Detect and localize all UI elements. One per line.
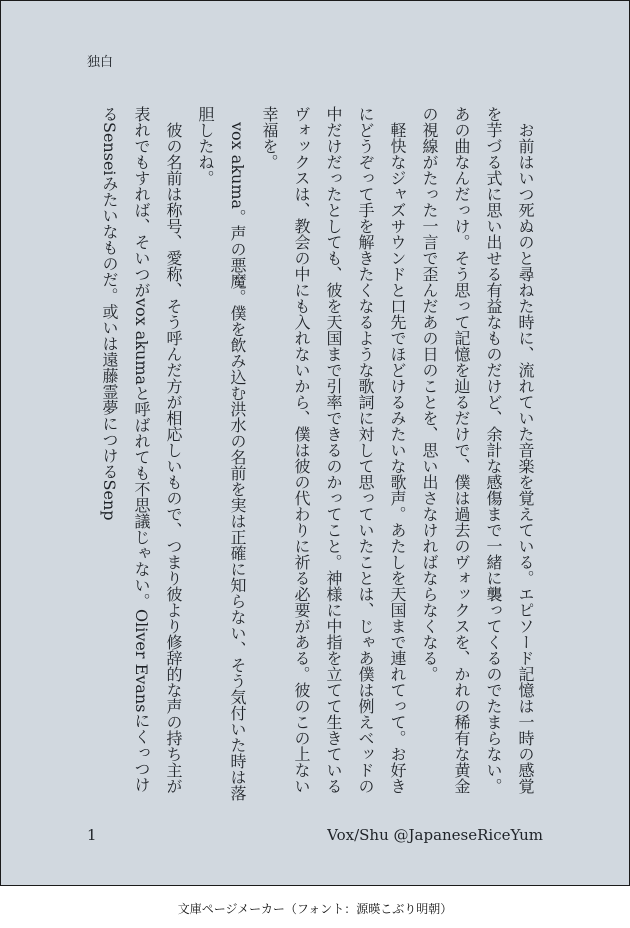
- paragraph: 軽快なジャズサウンドと口先でほどけるみたいな歌声。あたしを天国まで連れてって。お好きにどうぞって手を解きたくなるような歌詞に対して思っていたことは、じゃあ僕は例えベッドの中だけだったとしても、彼を天国まで引率できるのかってこと。神様に中指を立てて生きているヴォックスは、教会の中にも入れないから、僕は彼の代わりに祈る必要がある。彼のこの上ない幸福を。: [260, 106, 407, 794]
- page-title: 独白: [87, 55, 114, 70]
- page-number: 1: [87, 826, 97, 844]
- paragraph: 彼の名前は称号、愛称、そう呼んだ方が相応しいもので、つまり彼より修辞的な声の持ち主が表れでもすれば、そいつがvox akumaと呼ばれても不思議じゃない。Oliver EvansにくっつけるSenseiみたいなものだ。或いは遠藤霊夢につけるSenp: [100, 106, 183, 794]
- author-credit: Vox/Shu @JapaneseRiceYum: [327, 826, 543, 844]
- paragraph: vox akuma。声の悪魔。僕を飲み込む洪水の名前を実は正確に知らない、そう気付いた時は落胆したね。: [196, 106, 247, 802]
- vertical-body-text: [93, 106, 541, 806]
- paragraph: お前はいつ死ぬのと尋ねた時に、流れていた音楽を覚えている。エピソード記憶は一時の感覚を芋づる式に思い出せる有益なものだけど、余計な感傷まで一緒に襲ってくるのでたまらない。あの曲なんだっけ。そう思って記憶を辿るだけで、僕は過去のヴォックスを、かれの稀有な黄金の視線がたった一言で歪んだあの日のことを、思い出さなければならなくなる。: [420, 106, 535, 794]
- generator-caption: 文庫ページメーカー（フォント：源暎こぶり明朝）: [177, 902, 453, 916]
